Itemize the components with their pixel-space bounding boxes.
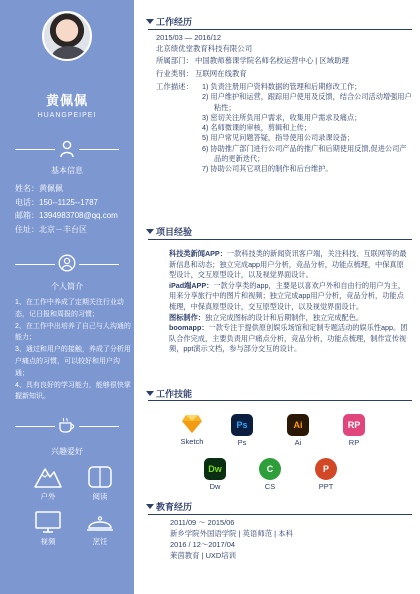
cloche-icon <box>85 510 115 534</box>
project-desc: 一款分享类的app，主要是以喜欢户外和自由行的用户为主，用来分享旅行中的图片和视频；独立完成app用户分析，竞品分析，功能点梳理，中保真原型设计，交互原型设计，以及视觉界面设计。 <box>169 280 406 311</box>
skill-label: CS <box>264 482 276 491</box>
hobby-label: 烹饪 <box>92 537 108 546</box>
work-industry: 行业类别： 互联网在线教育 <box>156 69 247 78</box>
divider <box>79 426 119 427</box>
skill-photoshop <box>224 414 260 447</box>
avatar <box>42 11 92 61</box>
project-name: 图标制作： <box>169 312 205 322</box>
section-marker-icon <box>146 229 154 234</box>
section-marker-icon <box>146 391 154 396</box>
intro-text: 1、在工作中养成了定期关注行业动态，记日报和周报的习惯； 2、在工作中出培养了自己与人沟通的能力； 3、通过和用户的接触，养成了分析用户痛点的习惯，可以较好和用户沟通； 4、具有良好的学习能力，能够很快掌握新知识。 <box>15 299 131 401</box>
project-item <box>169 323 409 355</box>
profile-name: 黄佩佩 <box>45 93 88 108</box>
divider <box>15 264 55 265</box>
basic-info-address: 住址：北京－丰台区 <box>15 224 87 234</box>
person-icon <box>59 140 75 158</box>
divider <box>79 264 119 265</box>
skill-label: Dw <box>209 482 221 491</box>
sidebar <box>0 0 134 594</box>
education-school-1: 新乡学院外国语学院 | 英语师范 | 本科 <box>170 529 293 538</box>
skill-label: Ai <box>294 438 302 447</box>
work-company: 北京绩优堂教育科技有限公司 <box>156 44 253 53</box>
skill-label: Ps <box>237 438 247 447</box>
skill-camtasia <box>252 458 288 491</box>
divider <box>148 514 412 515</box>
section-marker-icon <box>146 19 154 24</box>
education-period-1: 2011/09 ～ 2015/06 <box>170 518 235 527</box>
duty-item: 3) 密切关注所负用户需求，收集用户需求及痛点； <box>202 112 362 122</box>
basic-info-email: 邮箱：1394983708@qq.com <box>15 211 118 220</box>
hobby-label: 户外 <box>40 492 56 501</box>
divider <box>148 29 412 30</box>
user-circle-icon <box>58 254 76 272</box>
skill-axure <box>336 414 372 447</box>
axure-icon: RP <box>343 414 365 436</box>
project-desc: 一款专注于提供原创娱乐场馆和定制专题活动的娱乐性app。团队合作完成，主要负责用户痛点分析，竞品分析，功能点梳理，制作宣传视频，ppt演示文档，参与部分交互的设计。 <box>169 323 408 354</box>
project-item <box>169 281 409 313</box>
camtasia-icon: C <box>259 458 281 480</box>
duty-item: 5) 用户常见问题答疑，指导使用公司录课设备； <box>202 133 355 143</box>
project-desc: 独立完成图标的设计和后期制作，独立完成配色。 <box>204 312 364 322</box>
monitor-icon <box>33 510 63 534</box>
project-item <box>169 313 409 324</box>
hobby-video <box>28 510 68 547</box>
duty-item: 1) 负责注册用户资料数据的管理和后期修改工作； <box>202 82 362 91</box>
duty-item: 2) 用户维护和运营，跟踪用户使用及反馈，结合公司活动增强用户粘性； <box>202 92 412 112</box>
skill-label: Sketch <box>180 437 204 446</box>
skills-title: 工作技能 <box>156 389 193 399</box>
basic-info-list <box>15 182 118 236</box>
skill-illustrator <box>280 414 316 447</box>
work-duties <box>202 82 412 175</box>
photoshop-icon: Ps <box>231 414 253 436</box>
coffee-cup-icon <box>57 416 77 434</box>
basic-info-phone: 电话：150--1125--1787 <box>15 197 99 207</box>
skill-label: PPT <box>318 482 334 491</box>
divider <box>15 149 55 150</box>
duty-item: 7) 协助公司其它项目的制作和后台维护。 <box>202 164 333 174</box>
sketch-icon <box>181 414 203 434</box>
hobby-cooking <box>80 510 120 547</box>
education-title: 教育经历 <box>156 502 193 512</box>
education-school-2: 莱茵教育 | UXD培训 <box>170 551 236 560</box>
skill-sketch <box>174 414 210 446</box>
divider <box>148 400 412 401</box>
illustrator-icon: Ai <box>287 414 309 436</box>
duty-item: 4) 名师微课的审核，剪辑和上传； <box>202 123 312 133</box>
project-name: boomapp： <box>169 323 209 333</box>
work-department: 所属部门： 中国教师慕课学院名师名校运营中心 | 区域助理 <box>156 56 349 65</box>
duty-item: 6) 协助推广部门进行公司产品的推广和后期使用反馈,促进公司产品的更新迭代； <box>202 143 407 164</box>
projects-title: 项目经验 <box>156 227 193 237</box>
work-desc-label: 工作描述： <box>156 82 193 91</box>
hobby-label: 视频 <box>40 537 56 546</box>
hobby-outdoor <box>28 465 68 502</box>
project-desc: 一款科技类的新闻资讯客户端，关注科技、互联网等的最新信息和动态；独立完成app用户分析，竞品分析，功能点梳理，中保真原型设计，交互原型设计，以及视觉界面设计。 <box>169 249 407 280</box>
main-content <box>142 0 414 594</box>
divider <box>148 239 412 240</box>
work-period: 2015/03 — 2016/12 <box>156 33 221 42</box>
project-name: iPad端APP： <box>169 280 214 290</box>
basic-info-name: 姓名：黄佩佩 <box>15 184 63 193</box>
profile-english-name: HUANGPEIPEI <box>37 112 97 119</box>
hobbies-title: 兴趣爱好 <box>51 447 83 456</box>
powerpoint-icon: P <box>315 458 337 480</box>
project-item <box>169 249 409 281</box>
projects-list <box>169 249 409 355</box>
book-icon <box>85 465 115 489</box>
skill-label: RP <box>348 438 360 447</box>
divider <box>15 426 55 427</box>
project-name: 科技类新闻APP： <box>169 249 227 258</box>
dreamweaver-icon: Dw <box>204 458 226 480</box>
work-title: 工作经历 <box>156 17 193 27</box>
basic-info-title: 基本信息 <box>51 166 83 175</box>
mountain-icon <box>33 465 63 489</box>
intro-title: 个人简介 <box>51 282 83 291</box>
divider <box>79 149 119 150</box>
education-period-2: 2016 / 12～2017/04 <box>170 540 235 549</box>
hobby-label: 阅读 <box>92 492 108 501</box>
hobby-reading <box>80 465 120 502</box>
skill-dreamweaver <box>197 458 233 491</box>
section-marker-icon <box>146 504 154 509</box>
skill-powerpoint <box>308 458 344 491</box>
